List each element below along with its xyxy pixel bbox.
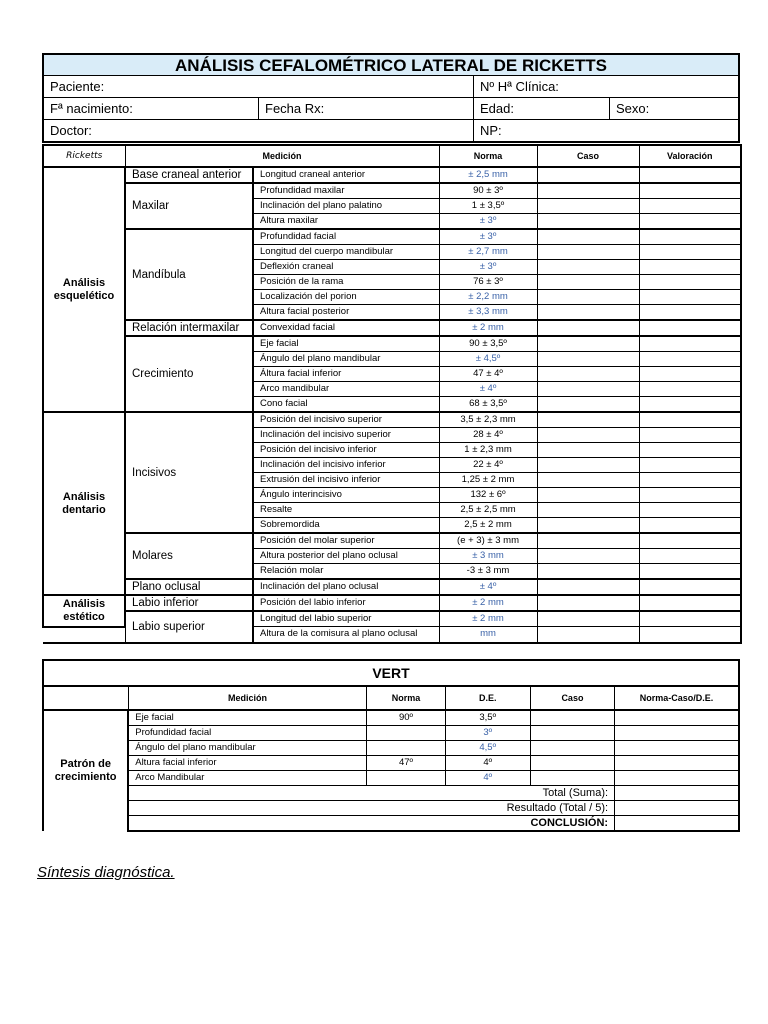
medicion-cell: Arco mandibular xyxy=(253,382,439,397)
norma-cell: 3,5 ± 2,3 mm xyxy=(439,412,537,428)
sex-field[interactable]: Sexo: xyxy=(609,98,738,119)
vert-ncd[interactable] xyxy=(615,741,739,756)
table-row xyxy=(43,595,741,611)
subgroup-labio-inferior: Labio inferior xyxy=(125,595,253,611)
vert-medicion: Altura facial inferior xyxy=(128,756,367,771)
ricketts-body xyxy=(43,167,741,643)
valoracion-cell[interactable] xyxy=(639,167,741,183)
medicion-cell: Longitud del cuerpo mandibular xyxy=(253,245,439,260)
valoracion-cell[interactable] xyxy=(639,443,741,458)
subgroup-base: Base craneal anterior xyxy=(125,167,253,183)
vert-col-ncd: Norma-Caso/D.E. xyxy=(615,686,739,710)
norma-cell: 90 ± 3,5º xyxy=(439,336,537,352)
valoracion-cell[interactable] xyxy=(639,245,741,260)
col-valoracion: Valoración xyxy=(639,145,741,167)
caso-cell[interactable] xyxy=(537,290,639,305)
caso-cell[interactable] xyxy=(537,627,639,643)
caso-cell[interactable] xyxy=(537,595,639,611)
vert-result-row xyxy=(43,801,739,816)
norma-cell: -3 ± 3 mm xyxy=(439,564,537,580)
col-norma: Norma xyxy=(439,145,537,167)
norma-cell: ± 3 mm xyxy=(439,549,537,564)
caso-cell[interactable] xyxy=(537,382,639,397)
medicion-cell: Localización del porion xyxy=(253,290,439,305)
table-row xyxy=(43,412,741,428)
vert-ncd[interactable] xyxy=(615,726,739,741)
valoracion-cell[interactable] xyxy=(639,627,741,643)
medicion-cell: Deflexión craneal xyxy=(253,260,439,275)
vert-col-caso: Caso xyxy=(530,686,614,710)
caso-cell[interactable] xyxy=(537,503,639,518)
vert-medicion: Profundidad facial xyxy=(128,726,367,741)
valoracion-cell[interactable] xyxy=(639,320,741,336)
medicion-cell: Inclinación del plano oclusal xyxy=(253,579,439,595)
table-row xyxy=(43,167,741,183)
medicion-cell: Extrusión del incisivo inferior xyxy=(253,473,439,488)
caso-cell[interactable] xyxy=(537,260,639,275)
vert-caso[interactable] xyxy=(530,710,614,726)
valoracion-cell[interactable] xyxy=(639,533,741,549)
form-title: ANÁLISIS CEFALOMÉTRICO LATERAL DE RICKETTS xyxy=(44,55,738,76)
vert-conclusion-label: CONCLUSIÓN: xyxy=(128,816,614,832)
np-field[interactable]: NP: xyxy=(473,120,738,141)
xray-date-field[interactable]: Fecha Rx: xyxy=(258,98,473,119)
caso-cell[interactable] xyxy=(537,167,639,183)
valoracion-cell[interactable] xyxy=(639,595,741,611)
caso-cell[interactable] xyxy=(537,518,639,534)
subgroup-crecimiento: Crecimiento xyxy=(125,336,253,412)
vert-row xyxy=(43,771,739,786)
subgroup-molares: Molares xyxy=(125,533,253,579)
medicion-cell: Posición del incisivo inferior xyxy=(253,443,439,458)
caso-cell[interactable] xyxy=(537,320,639,336)
subgroup-plano: Plano oclusal xyxy=(125,579,253,595)
group-esqueletico: Análisis esquelético xyxy=(43,167,125,412)
caso-cell[interactable] xyxy=(537,397,639,413)
caso-cell[interactable] xyxy=(537,199,639,214)
caso-cell[interactable] xyxy=(537,336,639,352)
valoracion-cell[interactable] xyxy=(639,564,741,580)
medicion-cell: Convexidad facial xyxy=(253,320,439,336)
valoracion-cell[interactable] xyxy=(639,579,741,595)
norma-cell: 22 ± 4º xyxy=(439,458,537,473)
history-field[interactable]: Nº Hª Clínica: xyxy=(473,76,738,97)
valoracion-cell[interactable] xyxy=(639,458,741,473)
vert-caso[interactable] xyxy=(530,726,614,741)
medicion-cell: Resalte xyxy=(253,503,439,518)
group-dentario: Análisis dentario xyxy=(43,412,125,595)
norma-cell: ± 3º xyxy=(439,260,537,275)
valoracion-cell[interactable] xyxy=(639,183,741,199)
vert-row xyxy=(43,756,739,771)
medicion-cell: Altura facial posterior xyxy=(253,305,439,321)
norma-cell: mm xyxy=(439,627,537,643)
vert-result-value[interactable] xyxy=(615,801,739,816)
caso-cell[interactable] xyxy=(537,611,639,627)
caso-cell[interactable] xyxy=(537,473,639,488)
valoracion-cell[interactable] xyxy=(639,275,741,290)
vert-de: 4º xyxy=(445,771,530,786)
vert-row xyxy=(43,726,739,741)
caso-cell[interactable] xyxy=(537,275,639,290)
group-estetico: Análisis estético xyxy=(43,595,125,627)
caso-cell[interactable] xyxy=(537,229,639,245)
vert-de: 4º xyxy=(445,756,530,771)
norma-cell: 1 ± 2,3 mm xyxy=(439,443,537,458)
subgroup-relacion: Relación intermaxilar xyxy=(125,320,253,336)
valoracion-cell[interactable] xyxy=(639,199,741,214)
norma-cell: ± 4º xyxy=(439,382,537,397)
valoracion-cell[interactable] xyxy=(639,549,741,564)
medicion-cell: Inclinación del incisivo superior xyxy=(253,428,439,443)
valoracion-cell[interactable] xyxy=(639,229,741,245)
ricketts-table xyxy=(42,144,742,644)
caso-cell[interactable] xyxy=(537,549,639,564)
medicion-cell: Cono facial xyxy=(253,397,439,413)
valoracion-cell[interactable] xyxy=(639,290,741,305)
medicion-cell: Altura posterior del plano oclusal xyxy=(253,549,439,564)
vert-total-value[interactable] xyxy=(615,786,739,801)
vert-result-label: Resultado (Total / 5): xyxy=(128,801,614,816)
table-row xyxy=(43,183,741,199)
norma-cell: 68 ± 3,5º xyxy=(439,397,537,413)
subgroup-incisivos: Incisivos xyxy=(125,412,253,533)
caso-cell[interactable] xyxy=(537,214,639,230)
vert-title: VERT xyxy=(43,660,739,686)
vert-norma: 90º xyxy=(367,710,445,726)
vert-table xyxy=(42,659,740,832)
medicion-cell: Posición de la rama xyxy=(253,275,439,290)
table-row xyxy=(43,533,741,549)
vert-col-de: D.E. xyxy=(445,686,530,710)
medicion-cell: Longitud del labio superior xyxy=(253,611,439,627)
age-field[interactable]: Edad: xyxy=(473,98,609,119)
vert-medicion: Ángulo del plano mandibular xyxy=(128,741,367,756)
vert-norma xyxy=(367,726,445,741)
medicion-cell: Ángulo interincisivo xyxy=(253,488,439,503)
norma-cell: ± 3º xyxy=(439,214,537,230)
vert-ncd[interactable] xyxy=(615,756,739,771)
vert-caso[interactable] xyxy=(530,771,614,786)
vert-caso[interactable] xyxy=(530,741,614,756)
medicion-cell: Posición del labio inferior xyxy=(253,595,439,611)
doctor-field[interactable]: Doctor: xyxy=(50,123,92,138)
valoracion-cell[interactable] xyxy=(639,336,741,352)
norma-cell: 28 ± 4º xyxy=(439,428,537,443)
valoracion-cell[interactable] xyxy=(639,367,741,382)
valoracion-cell[interactable] xyxy=(639,503,741,518)
caso-cell[interactable] xyxy=(537,305,639,321)
valoracion-cell[interactable] xyxy=(639,260,741,275)
medicion-cell: Posición del molar superior xyxy=(253,533,439,549)
valoracion-cell[interactable] xyxy=(639,412,741,428)
norma-cell: 1,25 ± 2 mm xyxy=(439,473,537,488)
col-caso: Caso xyxy=(537,145,639,167)
caso-cell[interactable] xyxy=(537,579,639,595)
vert-de: 4,5º xyxy=(445,741,530,756)
medicion-cell: Relación molar xyxy=(253,564,439,580)
norma-cell: ± 2,7 mm xyxy=(439,245,537,260)
norma-cell: ± 2,2 mm xyxy=(439,290,537,305)
table-row xyxy=(43,579,741,595)
caso-cell[interactable] xyxy=(537,488,639,503)
medicion-cell: Posición del incisivo superior xyxy=(253,412,439,428)
subgroup-mandibula: Mandíbula xyxy=(125,229,253,320)
medicion-cell: Altura maxilar xyxy=(253,214,439,230)
vert-norma xyxy=(367,741,445,756)
medicion-cell: Inclinación del incisivo inferior xyxy=(253,458,439,473)
medicion-cell: Altura de la comisura al plano oclusal xyxy=(253,627,439,643)
norma-cell: 1 ± 3,5º xyxy=(439,199,537,214)
valoracion-cell[interactable] xyxy=(639,305,741,321)
synthesis-heading: Síntesis diagnóstica. xyxy=(37,864,175,881)
norma-cell: ± 3,3 mm xyxy=(439,305,537,321)
vert-norma xyxy=(367,771,445,786)
caso-cell[interactable] xyxy=(537,245,639,260)
medicion-cell: Profundidad facial xyxy=(253,229,439,245)
norma-cell: ± 2 mm xyxy=(439,320,537,336)
caso-cell[interactable] xyxy=(537,428,639,443)
valoracion-cell[interactable] xyxy=(639,488,741,503)
norma-cell: 47 ± 4º xyxy=(439,367,537,382)
vert-col-norma: Norma xyxy=(367,686,445,710)
valoracion-cell[interactable] xyxy=(639,518,741,534)
medicion-cell: Longitud craneal anterior xyxy=(253,167,439,183)
empty-cell xyxy=(43,627,125,643)
patient-field[interactable]: Paciente: xyxy=(50,79,105,94)
medicion-cell: Inclinación del plano palatino xyxy=(253,199,439,214)
vert-ncd[interactable] xyxy=(615,771,739,786)
vert-de: 3º xyxy=(445,726,530,741)
valoracion-cell[interactable] xyxy=(639,611,741,627)
norma-cell: ± 4,5º xyxy=(439,352,537,367)
medicion-cell: Áltura facial inferior xyxy=(253,367,439,382)
caso-cell[interactable] xyxy=(537,412,639,428)
caso-cell[interactable] xyxy=(537,352,639,367)
medicion-cell: Sobremordida xyxy=(253,518,439,534)
vert-caso[interactable] xyxy=(530,756,614,771)
caso-cell[interactable] xyxy=(537,443,639,458)
medicion-cell: Profundidad maxilar xyxy=(253,183,439,199)
vert-norma: 47º xyxy=(367,756,445,771)
birthdate-field[interactable]: Fª nacimiento: xyxy=(50,101,133,116)
vert-row xyxy=(43,741,739,756)
valoracion-cell[interactable] xyxy=(639,214,741,230)
patient-header xyxy=(42,53,740,143)
norma-cell: ± 4º xyxy=(439,579,537,595)
subgroup-labio-superior: Labio superior xyxy=(125,611,253,643)
norma-cell: 2,5 ± 2 mm xyxy=(439,518,537,534)
table-row xyxy=(43,229,741,245)
vert-conclusion-row xyxy=(43,816,739,832)
vert-row xyxy=(43,710,739,726)
norma-cell: ± 2 mm xyxy=(439,595,537,611)
caso-cell[interactable] xyxy=(537,367,639,382)
vert-total-label: Total (Suma): xyxy=(128,786,614,801)
medicion-cell: Ángulo del plano mandibular xyxy=(253,352,439,367)
caso-cell[interactable] xyxy=(537,458,639,473)
vert-col-medicion: Medición xyxy=(128,686,367,710)
col-medicion: Medición xyxy=(125,145,439,167)
norma-cell: 132 ± 6º xyxy=(439,488,537,503)
col-ricketts: Ricketts xyxy=(43,145,125,167)
vert-medicion: Arco Mandibular xyxy=(128,771,367,786)
valoracion-cell[interactable] xyxy=(639,352,741,367)
table-row xyxy=(43,611,741,627)
table-row xyxy=(43,336,741,352)
vert-medicion: Eje facial xyxy=(128,710,367,726)
vert-ncd[interactable] xyxy=(615,710,739,726)
valoracion-cell[interactable] xyxy=(639,382,741,397)
subgroup-maxilar: Maxilar xyxy=(125,183,253,229)
caso-cell[interactable] xyxy=(537,564,639,580)
vert-de: 3,5º xyxy=(445,710,530,726)
valoracion-cell[interactable] xyxy=(639,428,741,443)
valoracion-cell[interactable] xyxy=(639,473,741,488)
medicion-cell: Eje facial xyxy=(253,336,439,352)
norma-cell: ± 2,5 mm xyxy=(439,167,537,183)
norma-cell: ± 3º xyxy=(439,229,537,245)
norma-cell: (e + 3) ± 3 mm xyxy=(439,533,537,549)
vert-group: Patrón de crecimiento xyxy=(43,710,128,831)
valoracion-cell[interactable] xyxy=(639,397,741,413)
vert-total-row xyxy=(43,786,739,801)
table-row xyxy=(43,320,741,336)
caso-cell[interactable] xyxy=(537,183,639,199)
vert-col-empty xyxy=(43,686,128,710)
vert-conclusion-value[interactable] xyxy=(615,816,739,832)
norma-cell: 2,5 ± 2,5 mm xyxy=(439,503,537,518)
norma-cell: 76 ± 3º xyxy=(439,275,537,290)
norma-cell: 90 ± 3º xyxy=(439,183,537,199)
norma-cell: ± 2 mm xyxy=(439,611,537,627)
caso-cell[interactable] xyxy=(537,533,639,549)
